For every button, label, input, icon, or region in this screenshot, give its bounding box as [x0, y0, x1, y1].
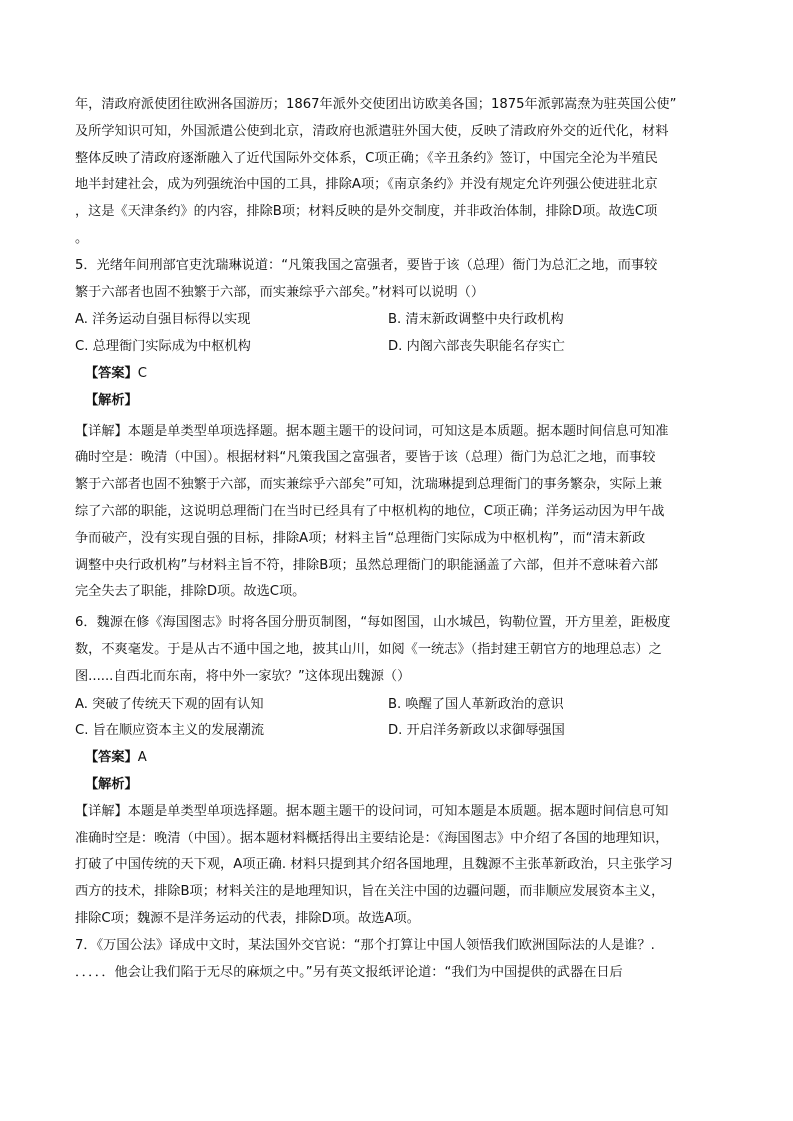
answer-options: [75, 692, 725, 746]
detail-line: 繁于六部者也固不独繁于六部，而实兼综乎六部矣”可知，沈瑞琳提到总理衙门的事务繁杂，实际上兼: [75, 477, 663, 493]
previous-answer-analysis: [75, 92, 725, 253]
detail-line: 【详解】本题是单类型单项选择题。据本题主题干的设问词，可知本题是本质题。据本题时间信息可知: [75, 803, 669, 819]
detail-line: 争而破产，没有实现自强的目标，排除A项；材料主旨“总理衙门实际成为中枢机构”，而“清末新政: [75, 530, 646, 546]
answer-value: C: [137, 365, 147, 381]
text-line: 年，清政府派使团往欧洲各国游历；1867年派外交使团出访欧美各国；1875年派郭嵩焘为驻英国公使”: [75, 97, 677, 112]
detail-line: 排除C项；魏源不是洋务运动的代表，排除D项。故选A项。: [75, 910, 420, 926]
answer-options: [75, 307, 725, 361]
detail-line: 完全失去了职能，排除D项。故选C项。: [75, 584, 306, 600]
option-c: C. 旨在顺应资本主义的发展潮流: [75, 723, 265, 739]
detail-line: 调整中央行政机构”与材料主旨不符，排除B项；虽然总理衙门的职能涵盖了六部，但并不意味着六部: [75, 557, 658, 573]
answer-label: 【答案】: [85, 750, 138, 766]
question-stem-line: 数，不爽毫发。于是从古不通中国之地，披其山川，如阅《一统志》（指封建王朝官方的地理总志）之: [75, 641, 662, 657]
question-stem-line: ．．．．．他会让我们陷于无尽的麻烦之中。”另有英文报纸评论道：“我们为中国提供的武器在日后: [75, 964, 623, 980]
text-line: 。: [75, 230, 89, 246]
detail-line: 确时空是：晚清（中国）。根据材料“凡策我国之富强者，要皆于该（总理）衙门为总汇之地，而事较: [75, 450, 656, 466]
answer-line: [85, 361, 725, 388]
text-line: ，这是《天津条约》的内容，排除B项；材料反映的是外交制度，并非政治体制，排除D项。故选C项: [75, 204, 658, 220]
analysis-label: 【解析】: [85, 392, 138, 408]
text-line: 地半封建社会，成为列强统治中国的工具，排除A项；《南京条约》并没有规定允许列强公使进驻北京: [75, 177, 658, 193]
answer-label: 【答案】: [85, 365, 138, 381]
text-line: 及所学知识可知，外国派遣公使到北京，清政府也派遣驻外国大使，反映了清政府外交的近代化，材料: [75, 123, 669, 139]
question-stem-line: 6．魏源在修《海国图志》时将各国分册页制图，“每如图国，山水城邑，钩勒位置，开方里差，距极度: [75, 615, 671, 631]
option-a: A. 洋务运动自强目标得以实现: [75, 312, 251, 328]
question-7: [75, 933, 725, 987]
text-line: 整体反映了清政府逐渐融入了近代国际外交体系，C项正确；《辛丑条约》签订，中国完全沦为半殖民: [75, 150, 658, 166]
question-stem-line: 繁于六部者也固不独繁于六部，而实兼综乎六部矣。”材料可以说明（）: [75, 284, 485, 300]
detail-line: 打破了中国传统的天下观，A项正确. 材料只提到其介绍各国地理，且魏源不主张革新政治，只主张学习: [75, 857, 673, 873]
detail-line: 综了六部的职能，这说明总理衙门在当时已经具有了中枢机构的地位，C项正确；洋务运动因为甲午战: [75, 503, 665, 519]
option-c: C. 总理衙门实际成为中枢机构: [75, 339, 251, 355]
detail-line: 【详解】本题是单类型单项选择题。据本题主题干的设问词，可知这是本质题。据本题时间信息可知准: [75, 423, 669, 439]
option-d: D. 开启洋务新政以求御辱强国: [388, 723, 565, 739]
answer-value: A: [137, 750, 147, 766]
analysis-label: 【解析】: [85, 776, 138, 792]
page-content: [75, 92, 725, 986]
question-stem-line: 7．《万国公法》译成中文时，某法国外交官说：“那个打算让中国人领悟我们欧洲国际法的人是谁？.: [75, 937, 655, 953]
option-a: A. 突破了传统天下观的固有认知: [75, 696, 264, 712]
answer-line: [85, 745, 725, 772]
question-6: [75, 610, 725, 933]
option-d: D. 内阁六部丧失职能名存实亡: [388, 339, 565, 355]
option-b: B. 清末新政调整中央行政机构: [388, 312, 564, 328]
question-5: [75, 253, 725, 606]
question-stem-line: 图......自西北而东南，将中外一家欤？”这体现出魏源（）: [75, 668, 411, 684]
option-b: B. 唤醒了国人革新政治的意识: [388, 696, 564, 712]
detail-line: 西方的技术，排除B项；材料关注的是地理知识，旨在关注中国的边疆问题，而非顺应发展资本主义，: [75, 884, 665, 900]
detail-line: 准确时空是：晚清（中国）。据本题材料概括得出主要结论是：《海国图志》中介绍了各国的地理知识，: [75, 830, 669, 846]
question-stem-line: 5．光绪年间刑部官吏沈瑞琳说道：“凡策我国之富强者，要皆于该（总理）衙门为总汇之地，而事较: [75, 257, 658, 273]
